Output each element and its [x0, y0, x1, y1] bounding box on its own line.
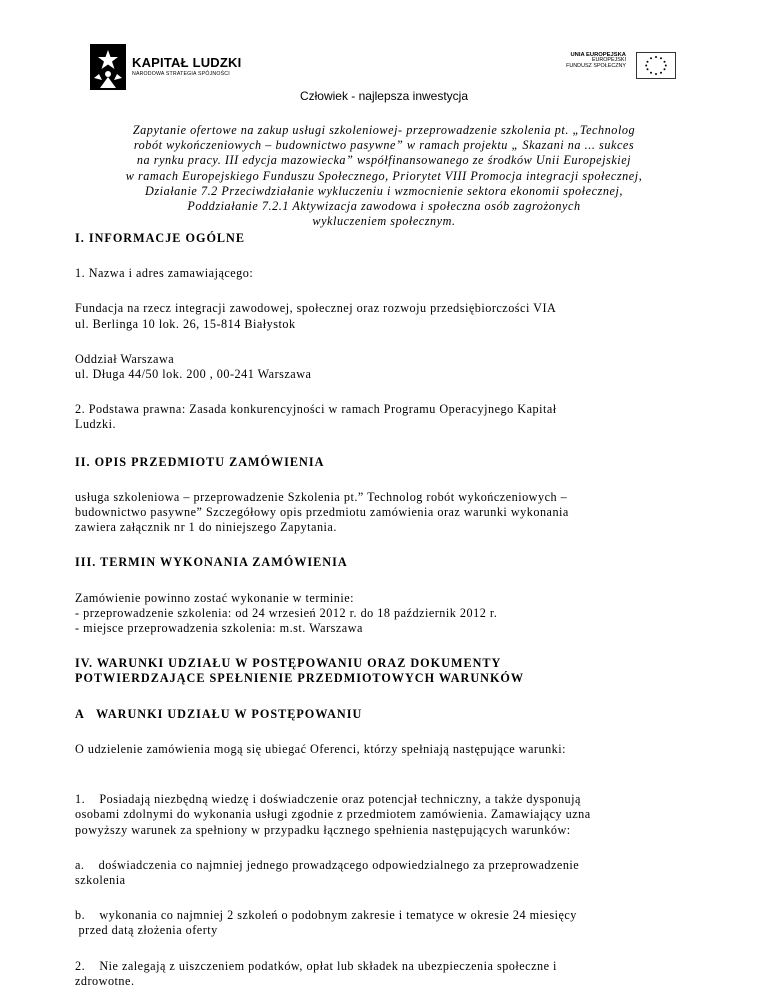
legal-basis-line: Ludzki. — [75, 417, 117, 432]
title-line: Działanie 7.2 Przeciwdziałanie wykluczeniu i wzmocnienie sektora ekonomii społecznej, — [145, 183, 623, 198]
conditions-intro: O udzielenie zamówienia mogą się ubiegać Oferenci, którzy spełniają następujące warunki: — [75, 741, 567, 756]
section-2-heading: II. OPIS PRZEDMIOTU ZAMÓWIENIA — [75, 454, 325, 469]
title-line: wykluczeniem społecznym. — [312, 214, 456, 229]
condition-b — [75, 908, 705, 938]
kapital-ludzki-emblem-icon — [90, 44, 126, 90]
eu-flag-icon — [636, 52, 676, 79]
eu-logo-line1: UNIA EUROPEJSKA — [570, 52, 626, 58]
section-3-line: - miejsce przeprowadzenia szkolenia: m.st. Warszawa — [75, 621, 363, 636]
condition-1 — [75, 777, 705, 838]
organizer-name: Fundacja na rzecz integracji zawodowej, społecznej oraz rozwoju przedsiębiorczości VIA — [75, 301, 557, 316]
section-1-item-1: 1. Nazwa i adres zamawiającego: — [75, 266, 254, 281]
document-body — [75, 231, 705, 989]
eu-logo — [566, 52, 676, 79]
section-2-body — [75, 490, 705, 536]
condition-2-line: zdrowotne. — [75, 973, 135, 988]
section-4-heading — [75, 656, 705, 686]
organizer-address — [75, 301, 705, 331]
branch-street: ul. Długa 44/50 lok. 200 , 00-241 Warszawa — [75, 367, 312, 382]
section-1-heading: I. INFORMACJE OGÓLNE — [75, 231, 245, 245]
branch-address — [75, 352, 705, 382]
title-line: robót wykończeniowych – budownictwo pasywne” w ramach projektu „ Skazani na ... sukces — [133, 138, 635, 153]
condition-b-line: przed datą złożenia oferty — [75, 923, 218, 938]
organizer-street: ul. Berlinga 10 lok. 26, 15-814 Białystok — [75, 316, 296, 331]
branch-name: Oddział Warszawa — [75, 351, 175, 366]
section-2-line: zawiera załącznik nr 1 do niniejszego Zapytania. — [75, 520, 337, 535]
kapital-ludzki-logo — [90, 44, 241, 90]
motto: Człowiek - najlepsza inwestycja — [299, 89, 469, 103]
condition-a — [75, 858, 705, 888]
condition-1-line: osobami zdolnymi do wykonania usługi zgodnie z przedmiotem zamówienia. Zamawiający uzna — [75, 807, 591, 822]
eu-logo-line3: FUNDUSZ SPOŁECZNY — [566, 62, 626, 69]
legal-basis-line: 2. Podstawa prawna: Zasada konkurencyjności w ramach Programu Operacyjnego Kapitał — [75, 402, 557, 417]
eu-logo-line2: EUROPEJSKI — [591, 57, 626, 64]
section-4-heading-line: IV. WARUNKI UDZIAŁU W POSTĘPOWANIU ORAZ DOKUMENTY — [75, 656, 502, 671]
condition-a-line: szkolenia — [75, 873, 126, 888]
title-line: Zapytanie ofertowe na zakup usługi szkoleniowej- przeprowadzenie szkolenia pt. „Technolog — [132, 123, 636, 137]
section-2-line: budownictwo pasywne” Szczegółowy opis przedmiotu zamówienia oraz warunki wykonania — [75, 505, 569, 520]
title-line: Poddziałanie 7.2.1 Aktywizacja zawodowa i społeczna osób zagrożonych — [187, 199, 581, 214]
condition-1-line: 1. Posiadają niezbędną wiedzę i doświadczenie oraz potencjał techniczny, a także dysponują — [75, 792, 581, 807]
section-3-body — [75, 591, 705, 637]
section-3-line: Zamówienie powinno zostać wykonanie w terminie: — [75, 590, 355, 605]
section-4a-heading: A WARUNKI UDZIAŁU W POSTĘPOWANIU — [75, 706, 363, 721]
condition-1-line: powyższy warunek za spełniony w przypadku łącznego spełnienia następujących warunków: — [75, 822, 571, 837]
section-4-heading-line: POTWIERDZAJĄCE SPEŁNIENIE PRZEDMIOTOWYCH WARUNKÓW — [75, 671, 525, 686]
kapital-ludzki-subtitle: NARODOWA STRATEGIA SPÓJNOŚCI — [132, 71, 230, 78]
section-3-heading: III. TERMIN WYKONANIA ZAMÓWIENIA — [75, 555, 348, 570]
condition-2-line: 2. Nie zalegają z uiszczeniem podatków, opłat lub składek na ubezpieczenia społeczne i — [75, 958, 557, 973]
condition-2 — [75, 959, 705, 989]
document-title — [60, 123, 708, 229]
title-line: w ramach Europejskiego Funduszu Społecznego, Priorytet VIII Promocja integracji społecznej, — [125, 168, 643, 183]
section-2-line: usługa szkoleniowa – przeprowadzenie Szkolenia pt.” Technolog robót wykończeniowych – — [75, 489, 568, 504]
section-3-line: - przeprowadzenie szkolenia: od 24 wrzesień 2012 r. do 18 październik 2012 r. — [75, 605, 498, 620]
kapital-ludzki-title: KAPITAŁ LUDZKI — [132, 55, 242, 71]
condition-a-line: a. doświadczenia co najmniej jednego prowadzącego odpowiedzialnego za przeprowadzenie — [75, 857, 580, 872]
title-line: na rynku pracy. III edycja mazowiecka” współfinansowanego ze środków Unii Europejskiej — [136, 153, 632, 168]
legal-basis — [75, 402, 705, 432]
condition-b-line: b. wykonania co najmniej 2 szkoleń o podobnym zakresie i tematyce w okresie 24 miesięcy — [75, 908, 577, 923]
